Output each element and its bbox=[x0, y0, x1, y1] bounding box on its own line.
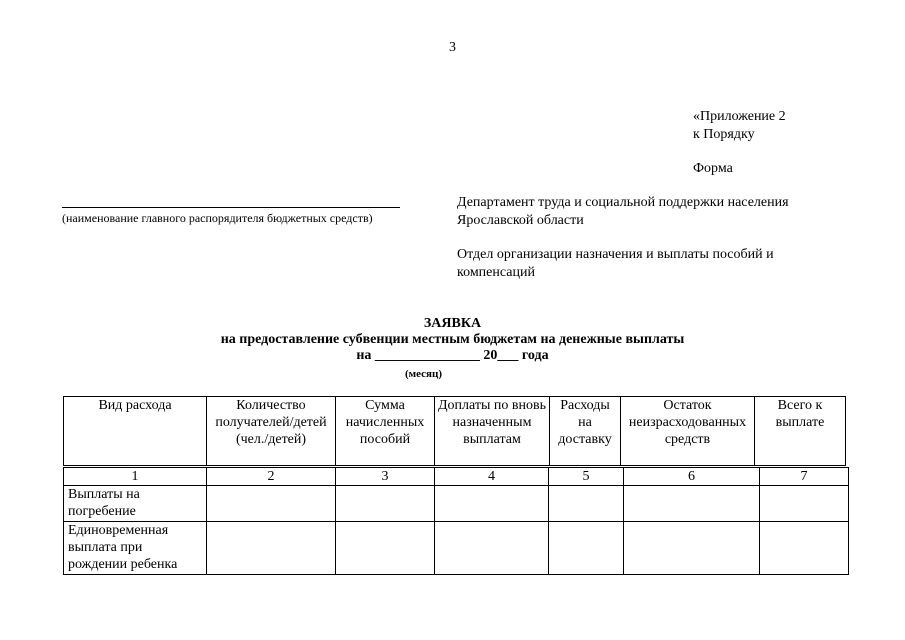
header-expense-type: Вид расхода bbox=[64, 397, 207, 466]
header-total: Всего к выплате bbox=[755, 397, 846, 466]
table-cell[interactable] bbox=[435, 486, 549, 522]
column-number: 1 bbox=[64, 468, 207, 486]
table-row bbox=[64, 522, 849, 575]
department-name: Департамент труда и социальной поддержки населения Ярославской области bbox=[457, 195, 789, 228]
document-title bbox=[0, 316, 905, 364]
table-cell[interactable] bbox=[549, 486, 624, 522]
appendix-line-1: «Приложение 2 bbox=[693, 109, 786, 124]
table-cell[interactable] bbox=[760, 486, 849, 522]
appendix-reference bbox=[693, 108, 786, 144]
table-cell[interactable] bbox=[207, 522, 336, 575]
table-cell[interactable] bbox=[624, 486, 760, 522]
header-delivery-costs: Расходы на доставку bbox=[550, 397, 621, 466]
table-header bbox=[63, 396, 846, 466]
header-recipients-count: Количество получателей/детей (чел./детей) bbox=[207, 397, 336, 466]
row-label-burial: Выплаты на погребение bbox=[64, 486, 207, 522]
table-cell[interactable] bbox=[435, 522, 549, 575]
table-cell[interactable] bbox=[336, 522, 435, 575]
table-body bbox=[63, 467, 849, 575]
table-cell[interactable] bbox=[549, 522, 624, 575]
table-row bbox=[64, 486, 849, 522]
header-unspent-balance: Остаток неизрасходованных средств bbox=[621, 397, 755, 466]
header-accrued-amount: Сумма начисленных пособий bbox=[336, 397, 435, 466]
table-number-row bbox=[64, 468, 849, 486]
column-number: 2 bbox=[207, 468, 336, 486]
signature-line bbox=[62, 207, 400, 208]
column-number: 6 bbox=[624, 468, 760, 486]
form-label: Форма bbox=[693, 161, 733, 176]
column-number: 4 bbox=[435, 468, 549, 486]
table-header-row bbox=[64, 397, 846, 466]
table-cell[interactable] bbox=[760, 522, 849, 575]
appendix-line-2: к Порядку bbox=[693, 127, 755, 142]
title-line-2: на предоставление субвенции местным бюджетам на денежные выплаты bbox=[220, 332, 685, 347]
column-number: 3 bbox=[336, 468, 435, 486]
title-line-1: ЗАЯВКА bbox=[423, 316, 482, 331]
table-cell[interactable] bbox=[624, 522, 760, 575]
table-cell[interactable] bbox=[336, 486, 435, 522]
header-extra-payments: Доплаты по вновь назначенным выплатам bbox=[435, 397, 550, 466]
division-name: Отдел организации назначения и выплаты пособий и компенсаций bbox=[457, 247, 774, 280]
column-number: 5 bbox=[549, 468, 624, 486]
table-cell[interactable] bbox=[207, 486, 336, 522]
title-period-line: на _______________ 20___ года bbox=[356, 348, 549, 363]
month-caption: (месяц) bbox=[405, 368, 443, 380]
signature-caption: (наименование главного распорядителя бюджетных средств) bbox=[62, 211, 373, 225]
page-number: 3 bbox=[449, 40, 456, 55]
row-label-birth-payment: Единовременная выплата при рождении ребенка bbox=[64, 522, 207, 575]
column-number: 7 bbox=[760, 468, 849, 486]
